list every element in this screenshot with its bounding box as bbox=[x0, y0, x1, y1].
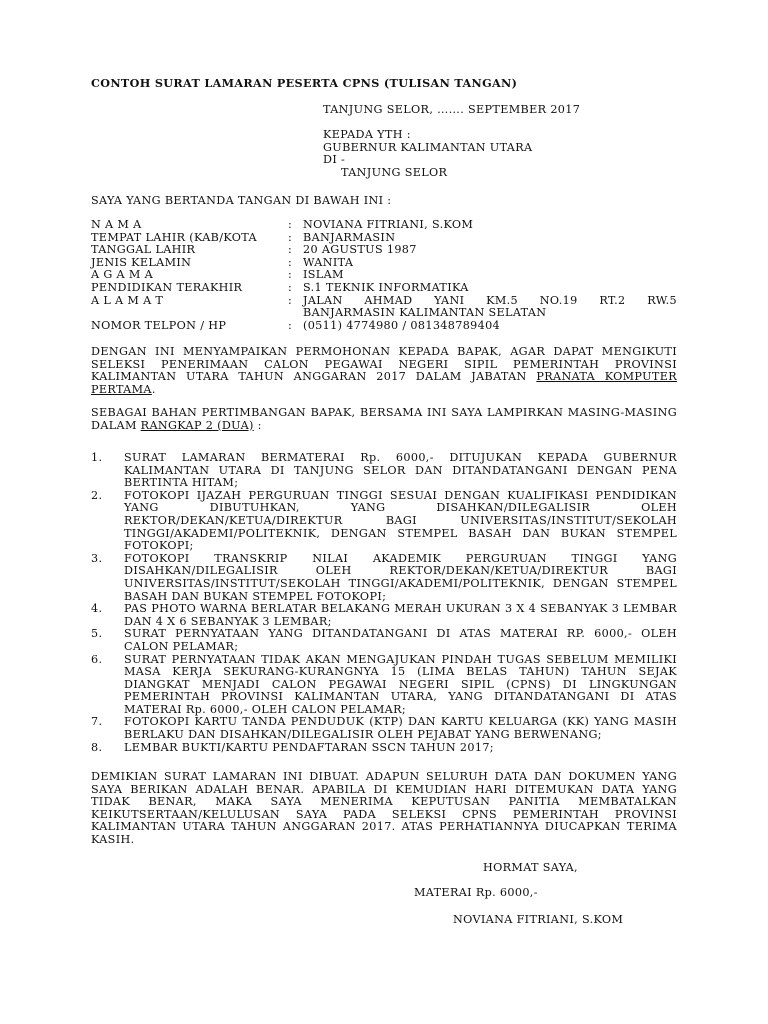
letter-title: CONTOH SURAT LAMARAN PESERTA CPNS (TULISAN TANGAN) bbox=[91, 76, 518, 90]
date-line: TANJUNG SELOR, ……. SEPTEMBER 2017 bbox=[323, 103, 581, 116]
list-item-text: LEMBAR BUKTI/KARTU PENDAFTARAN SSCN TAHUN 2017; bbox=[124, 740, 494, 754]
list-item-number: 1. bbox=[91, 451, 103, 464]
address-line-2: BANJARMASIN KALIMANTAN SELATAN bbox=[303, 306, 547, 320]
field-value: 20 AGUSTUS 1987 bbox=[303, 243, 417, 257]
field-row bbox=[91, 295, 677, 320]
field-row bbox=[91, 244, 677, 257]
recipient-line: TANJUNG SELOR bbox=[341, 165, 448, 179]
field-row bbox=[91, 219, 677, 232]
list-item bbox=[91, 553, 677, 603]
field-separator: : bbox=[288, 280, 293, 294]
applicant-data-table bbox=[91, 219, 677, 332]
closing-paragraph: DEMIKIAN SURAT LAMARAN INI DIBUAT. ADAPUN SELURUH DATA DAN DOKUMEN YANG SAYA BERIKAN ADALAH BENAR. APABILA DI KEMUDIAN HARI DITEMUKAN DATA YANG TIDAK BENAR, MAKA SAYA MENERIMA KEPUTUSAN PANITIA MEMBATALKAN KEIKUTSERTAAN/KELULUSAN SAYA PADA SELEKSI CPNS PEMERINTAH PROVINSI KALIMANTAN UTARA TAHUN ANGGARAN 2017. ATAS PERHATIANNYA DIUCAPKAN TERIMA KASIH. bbox=[91, 770, 677, 846]
recipient-line: GUBERNUR KALIMANTAN UTARA bbox=[323, 140, 533, 154]
field-separator: : bbox=[288, 268, 293, 282]
list-item-text: SURAT PERNYATAAN TIDAK AKAN MENGAJUKAN PINDAH TUGAS SEBELUM MEMILIKI MASA KERJA SEKURANG-KURANGNYA 15 (LIMA BELAS TAHUN) TAHUN SEJAK DIANGKAT MENJADI CALON PEGAWAI NEGERI SIPIL (CPNS) DI LINGKUNGAN PEMERINTAH PROVINSI KALIMANTAN UTARA, YANG DITANDATANGANI DI ATAS MATERAI Rp. 6000,- OLEH CALON PELAMAR; bbox=[124, 652, 677, 716]
list-item bbox=[91, 654, 677, 717]
list-item bbox=[91, 742, 677, 755]
paragraph-end: . bbox=[151, 382, 156, 396]
recipient-line: KEPADA YTH : bbox=[323, 128, 411, 141]
field-row bbox=[91, 257, 677, 270]
field-label: PENDIDIKAN TERAKHIR bbox=[91, 280, 243, 294]
list-item bbox=[91, 716, 677, 741]
attachments-list bbox=[91, 452, 677, 754]
field-label: N A M A bbox=[91, 218, 142, 231]
field-separator: : bbox=[288, 318, 293, 332]
list-item bbox=[91, 490, 677, 553]
field-value: S.1 TEKNIK INFORMATIKA bbox=[303, 280, 469, 294]
field-label: TANGGAL LAHIR bbox=[91, 243, 196, 257]
field-row bbox=[91, 320, 677, 333]
address-line-1: JALAN AHMAD YANI KM.5 NO.19 RT.2 RW.5 bbox=[303, 293, 677, 307]
field-value bbox=[303, 295, 677, 320]
list-item-number: 6. bbox=[91, 652, 103, 666]
field-separator: : bbox=[288, 243, 293, 257]
field-value: NOVIANA FITRIANI, S.KOM bbox=[303, 218, 474, 231]
list-item bbox=[91, 628, 677, 653]
list-item-text: FOTOKOPI KARTU TANDA PENDUDUK (KTP) DAN KARTU KELUARGA (KK) YANG MASIH BERLAKU DAN DISAHKAN/DILEGALISIR OLEH PEJABAT YANG BERWENANG; bbox=[124, 715, 677, 742]
list-item bbox=[91, 452, 677, 490]
field-label: TEMPAT LAHIR (KAB/KOTA bbox=[91, 230, 257, 244]
field-value: (0511) 4774980 / 081348789404 bbox=[303, 318, 501, 332]
list-item-number: 4. bbox=[91, 602, 103, 616]
recipient-block bbox=[323, 129, 532, 179]
field-value: ISLAM bbox=[303, 268, 344, 282]
list-item-text: SURAT LAMARAN BERMATERAI Rp. 6000,- DITUJUKAN KEPADA GUBERNUR KALIMANTAN UTARA DI TANJUNG SELOR DAN DITANDATANGANI DENGAN PENA BERTINTA HITAM; bbox=[124, 451, 677, 490]
request-paragraph bbox=[91, 346, 677, 396]
list-item-number: 5. bbox=[91, 627, 103, 641]
list-item-number: 7. bbox=[91, 715, 103, 729]
list-item-text: FOTOKOPI IJAZAH PERGURUAN TINGGI SESUAI DENGAN KUALIFIKASI PENDIDIKAN YANG DIBUTUHKAN, YANG DISAHKAN/DILEGALISIR OLEH REKTOR/DEKAN/KETUA/DIREKTUR BAGI UNIVERSITAS/INSTITUT/SEKOLAH TINGGI/AKADEMI/POLITEKNIK, DENGAN STEMPEL BASAH DAN BUKAN STEMPEL FOTOKOPI; bbox=[124, 488, 677, 553]
stamp-label: MATERAI Rp. 6000,- bbox=[414, 886, 538, 899]
recipient-line: DI - bbox=[323, 153, 346, 167]
field-label: A L A M A T bbox=[91, 293, 164, 307]
paragraph-end: : bbox=[253, 418, 262, 432]
list-item-number: 3. bbox=[91, 551, 103, 565]
list-item-text: FOTOKOPI TRANSKRIP NILAI AKADEMIK PERGURUAN TINGGI YANG DISAHKAN/DILEGALISIR OLEH REKTOR/DEKAN/KETUA/DIREKTUR BAGI UNIVERSITAS/INSTITUT/SEKOLAH TINGGI/AKADEMI/POLITEKNIK, DENGAN STEMPEL BASAH DAN BUKAN STEMPEL FOTOKOPI; bbox=[124, 551, 677, 603]
position-name: PRANATA KOMPUTER PERTAMA bbox=[91, 370, 677, 396]
field-separator: : bbox=[288, 230, 293, 244]
field-row bbox=[91, 282, 677, 295]
signer-name: NOVIANA FITRIANI, S.KOM bbox=[453, 913, 624, 926]
list-item-text: SURAT PERNYATAAN YANG DITANDATANGANI DI ATAS MATERAI RP. 6000,- OLEH CALON PELAMAR; bbox=[124, 627, 677, 653]
intro-line: SAYA YANG BERTANDA TANGAN DI BAWAH INI : bbox=[91, 194, 392, 207]
field-value: BANJARMASIN bbox=[303, 230, 396, 244]
field-label: A G A M A bbox=[91, 268, 154, 282]
list-item bbox=[91, 603, 677, 628]
list-item-number: 8. bbox=[91, 740, 103, 754]
copies-count: RANGKAP 2 (DUA) bbox=[140, 418, 254, 432]
field-value: WANITA bbox=[303, 255, 354, 269]
paragraph-text: SEBAGAI BAHAN PERTIMBANGAN BAPAK, BERSAMA INI SAYA LAMPIRKAN MASING-MASING DALAM bbox=[91, 406, 677, 432]
list-item-number: 2. bbox=[91, 488, 103, 502]
attachments-intro-paragraph bbox=[91, 407, 677, 432]
field-separator: : bbox=[288, 293, 293, 307]
field-separator: : bbox=[288, 255, 293, 269]
paragraph-text: DENGAN INI MENYAMPAIKAN PERMOHONAN KEPADA BAPAK, AGAR DAPAT MENGIKUTI SELEKSI PENERIMAAN CALON PEGAWAI NEGERI SIPIL PEMERINTAH PROVINSI KALIMANTAN UTARA TAHUN ANGGARAN 2017 DALAM JABATAN bbox=[91, 345, 677, 384]
field-separator: : bbox=[288, 218, 293, 231]
field-label: JENIS KELAMIN bbox=[91, 255, 192, 269]
closing-salutation: HORMAT SAYA, bbox=[483, 861, 578, 874]
field-label: NOMOR TELPON / HP bbox=[91, 318, 227, 332]
list-item-text: PAS PHOTO WARNA BERLATAR BELAKANG MERAH UKURAN 3 X 4 SEBANYAK 3 LEMBAR DAN 4 X 6 SEBANYAK 3 LEMBAR; bbox=[124, 602, 677, 628]
